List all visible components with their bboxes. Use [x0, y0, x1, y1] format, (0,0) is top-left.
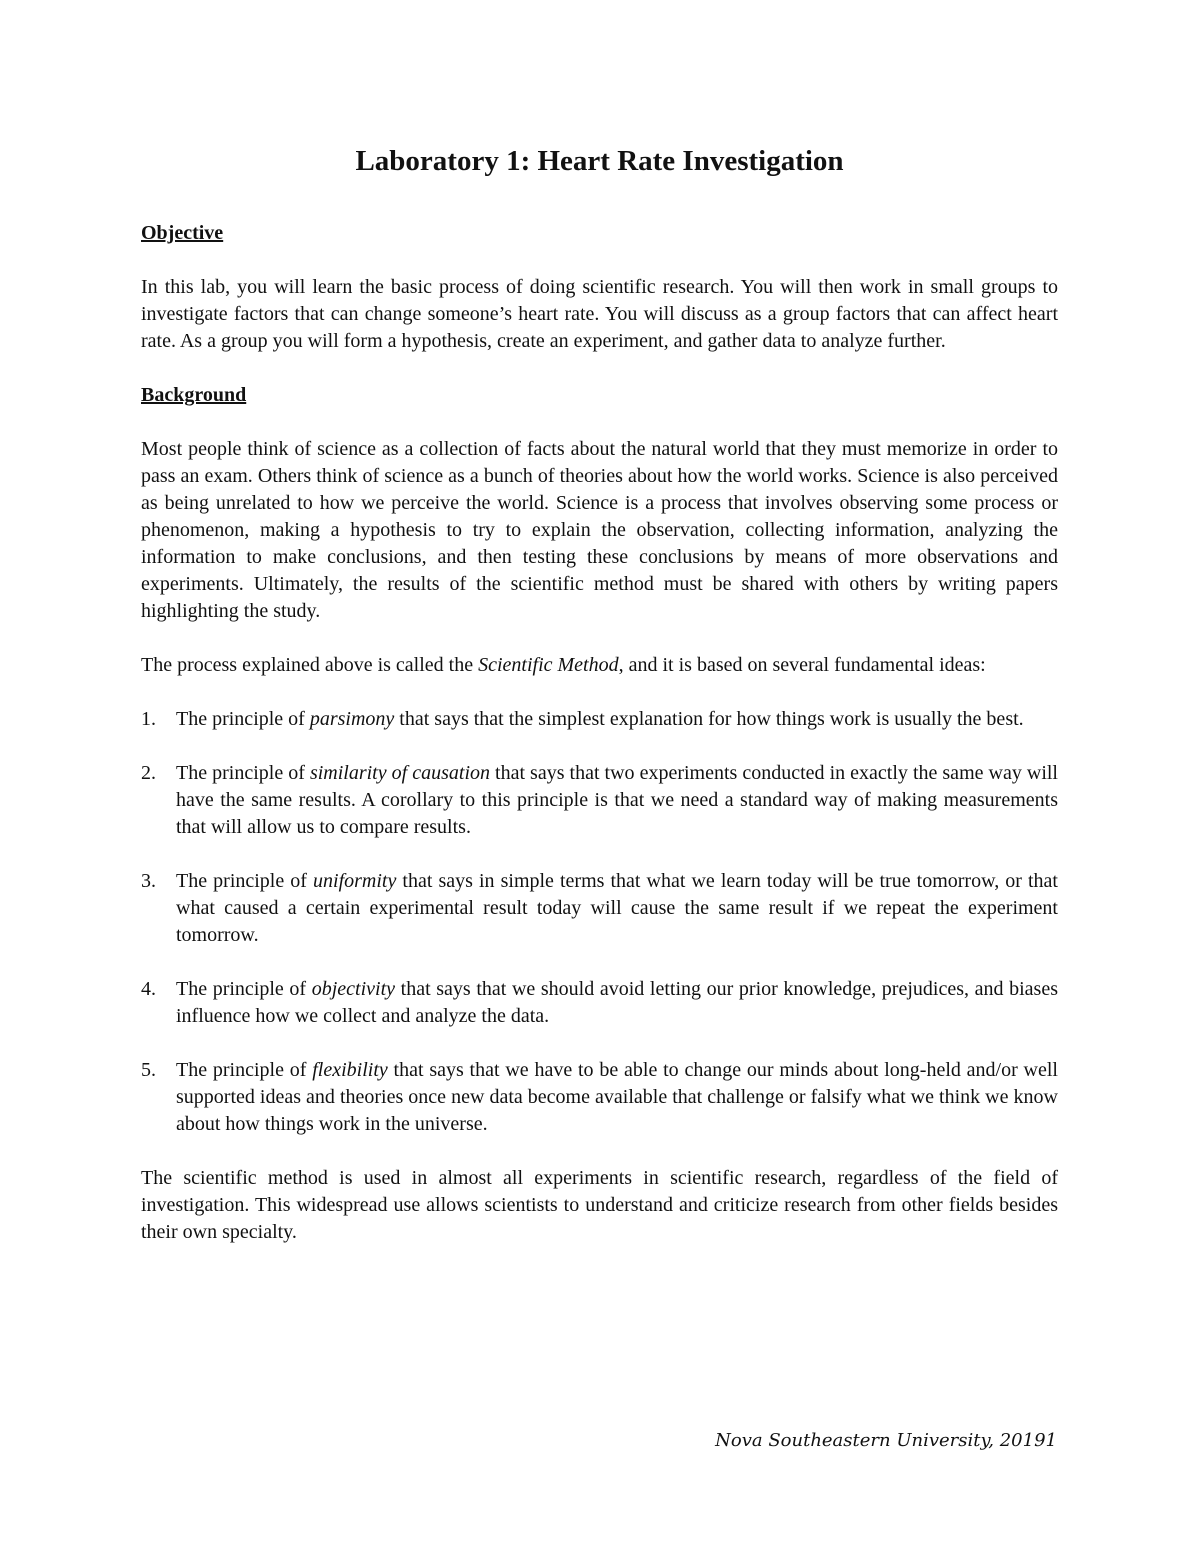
list-item [141, 760, 1058, 841]
background-heading: Background [141, 384, 247, 406]
paragraph-2-text-b: , and it is based on several fundamental ideas: [618, 654, 986, 676]
list-item-text: The principle of [176, 1059, 313, 1081]
list-item-text: that says that the simplest explanation for how things work is usually the best. [394, 708, 1024, 730]
background-paragraph-3: The scientific method is used in almost all experiments in scientific research, regardless of the field of investigation. This widespread use allows scientists to understand and criticize research from other fields besides their own specialty. [141, 1167, 1058, 1243]
principle-term: similarity of causation [309, 762, 490, 784]
principle-term: flexibility [312, 1059, 388, 1081]
page-footer: Nova Southeastern University, 20191 [715, 1430, 1057, 1451]
background-paragraph-1: Most people think of science as a collection of facts about the natural world that they must memorize in order to pass an exam. Others think of science as a bunch of theories about how the world works. Science is also perceived as being unrelated to how we perceive the world. Science is a process that involves observing some process or phenomenon, making a hypothesis to try to explain the observation, collecting information, analyzing the information to make conclusions, and then testing these conclusions by means of more observations and experiments. Ultimately, the results of the scientific method must be shared with others by writing papers highlighting the study. [141, 438, 1058, 622]
list-item-number: 5. [141, 1059, 156, 1081]
list-item [141, 1057, 1058, 1138]
list-item-number: 4. [141, 978, 156, 1000]
principle-term: uniformity [313, 870, 397, 892]
paragraph-2-text-a: The process explained above is called the [141, 654, 479, 676]
list-item-number: 2. [141, 762, 156, 784]
list-item [141, 976, 1058, 1030]
list-item-number: 3. [141, 870, 156, 892]
document-body [141, 142, 1058, 1246]
objective-paragraph: In this lab, you will learn the basic process of doing scientific research. You will then work in small groups to investigate factors that can change someone’s heart rate. You will discuss as a group factors that can affect heart rate. As a group you will form a hypothesis, create an experiment, and gather data to analyze further. [141, 276, 1058, 352]
list-item-text: that says that we have to be able to change our minds about long-held and/or well supported ideas and theories once new data become available that challenge or falsify what we think we know about how things work in the universe. [176, 1059, 1058, 1135]
list-item-text: that says that we should avoid letting our prior knowledge, prejudices, and biases influence how we collect and analyze the data. [176, 978, 1058, 1027]
principle-term: objectivity [311, 978, 396, 1000]
list-item-text: The principle of [176, 708, 310, 730]
list-item [141, 706, 1058, 733]
list-item-number: 1. [141, 708, 156, 730]
background-paragraph-2 [141, 652, 1058, 679]
list-item-text: The principle of [176, 870, 314, 892]
list-item-text: that says that two experiments conducted in exactly the same way will have the same results. A corollary to this principle is that we need a standard way of making measurements that will allow us to compare results. [176, 762, 1058, 838]
principles-list [141, 706, 1058, 1138]
list-item [141, 868, 1058, 949]
list-item-text: that says in simple terms that what we learn today will be true tomorrow, or that what caused a certain experimental result today will cause the same result if we repeat the experiment tomorrow. [176, 870, 1058, 946]
page-title: Laboratory 1: Heart Rate Investigation [355, 145, 844, 177]
objective-heading: Objective [141, 222, 224, 244]
list-item-text: The principle of [176, 762, 310, 784]
list-item-text: The principle of [176, 978, 312, 1000]
principle-term: parsimony [309, 708, 395, 730]
scientific-method-term: Scientific Method [478, 654, 619, 676]
